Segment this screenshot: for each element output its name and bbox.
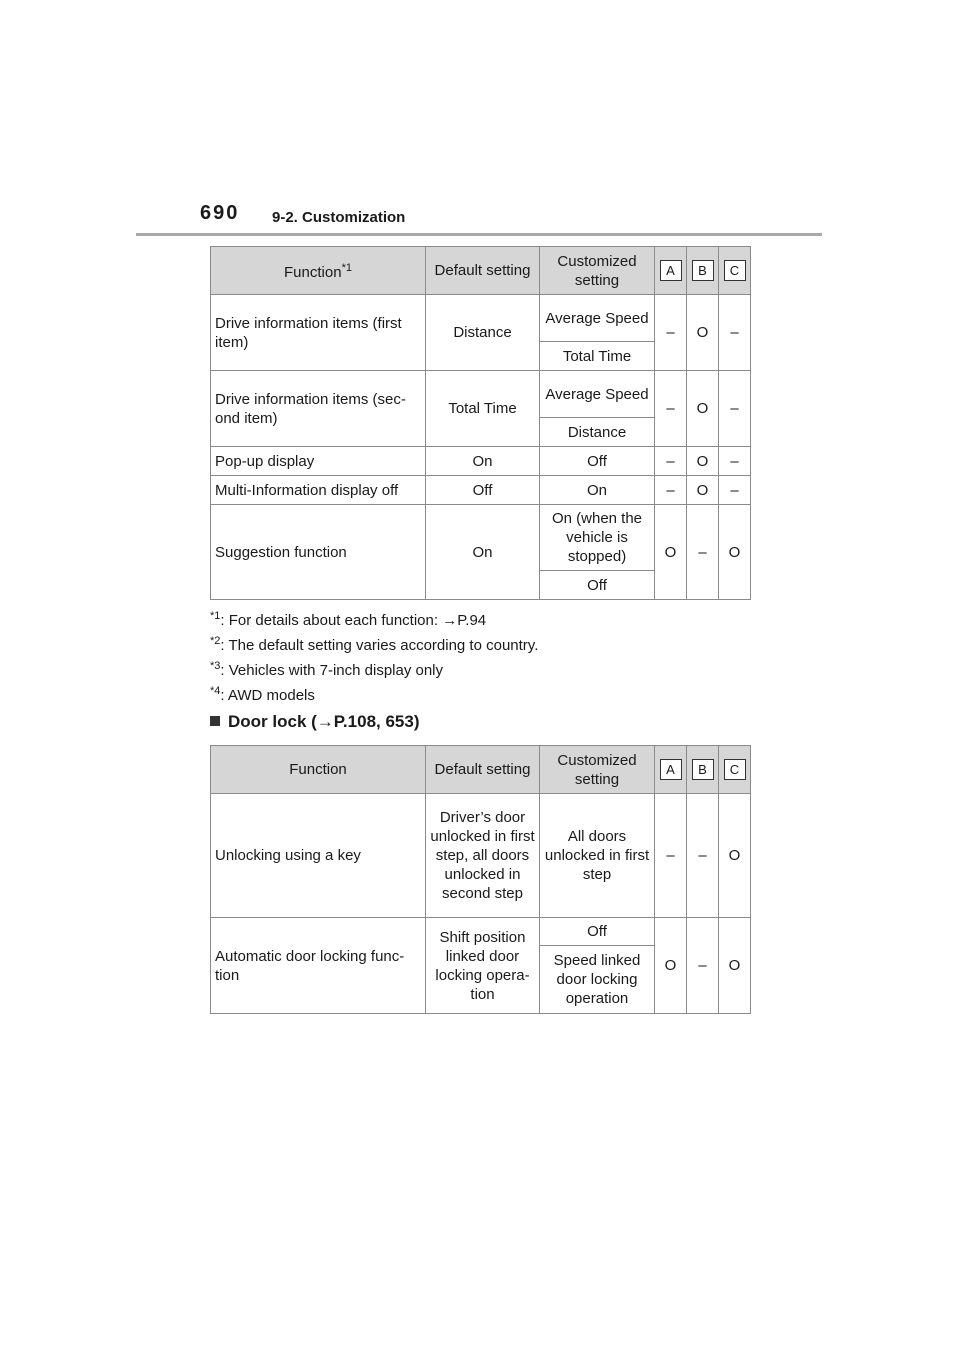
default-cell: Distance <box>426 295 540 371</box>
col-c-cell: O <box>719 918 751 1014</box>
footnotes <box>210 608 538 708</box>
col-b-cell: O <box>687 447 719 476</box>
footnote: $^{*2}$: The default setting varies according to country. <box>210 635 539 654</box>
customization-table <box>210 246 751 600</box>
col-a-cell: O <box>655 918 687 1014</box>
function-cell: Pop-up display <box>211 447 426 476</box>
function-cell: Unlocking using a key <box>211 794 426 918</box>
table-row <box>211 295 751 342</box>
function-cell: Multi-Information display off <box>211 476 426 505</box>
col-b-cell: O <box>687 371 719 447</box>
col-c-cell: – <box>719 447 751 476</box>
customized-cell: Average Speed <box>540 371 655 418</box>
customized-cell: Off <box>540 571 655 600</box>
col-c-cell: – <box>719 371 751 447</box>
function-cell: Suggestion function <box>211 505 426 600</box>
square-bullet-icon <box>210 716 220 726</box>
default-cell: Driver’s door unlocked in first step, all doors unlocked in second step <box>426 794 540 918</box>
footnote: $^{*4}$: AWD models <box>210 685 315 704</box>
customized-cell: Average Speed <box>540 295 655 342</box>
header-col-a: A <box>655 746 687 794</box>
footnote: $^{*3}$: Vehicles with 7-inch display only <box>210 660 444 679</box>
col-a-cell: – <box>655 476 687 505</box>
col-c-cell: O <box>719 794 751 918</box>
col-a-cell: O <box>655 505 687 600</box>
col-a-cell: – <box>655 447 687 476</box>
col-c-cell: – <box>719 295 751 371</box>
col-a-cell: – <box>655 794 687 918</box>
col-b-cell: – <box>687 794 719 918</box>
table-row <box>211 476 751 505</box>
default-cell: Off <box>426 476 540 505</box>
header-function: Function$^{*1}$ <box>211 247 426 295</box>
table-row <box>211 918 751 946</box>
header-col-a: A <box>655 247 687 295</box>
col-a-cell: – <box>655 295 687 371</box>
table-row <box>211 505 751 571</box>
function-cell: Drive information items (first item) <box>211 295 426 371</box>
header-col-c: C <box>719 247 751 295</box>
door-lock-heading: Door lock (→P.108, 653) <box>210 712 420 732</box>
customized-cell: All doors unlocked in first step <box>540 794 655 918</box>
header-default: Default setting <box>426 247 540 295</box>
function-cell: Drive information items (sec-ond item) <box>211 371 426 447</box>
col-c-cell: – <box>719 476 751 505</box>
col-c-cell: O <box>719 505 751 600</box>
customized-cell: Speed linked door locking operation <box>540 946 655 1014</box>
function-cell: Automatic door locking func-tion <box>211 918 426 1014</box>
customized-cell: Off <box>540 447 655 476</box>
section-title: 9-2. Customization <box>272 209 406 226</box>
col-b-cell: – <box>687 918 719 1014</box>
header-function: Function <box>211 746 426 794</box>
col-b-cell: O <box>687 476 719 505</box>
customized-cell: Distance <box>540 418 655 447</box>
page-number: 690 <box>200 202 240 224</box>
footnote-marker: *1 <box>341 262 352 274</box>
table-row <box>211 794 751 918</box>
customized-cell: On (when the vehicle is stopped) <box>540 505 655 571</box>
col-b-cell: O <box>687 295 719 371</box>
header-customized: Customized setting <box>540 247 655 295</box>
default-cell: On <box>426 447 540 476</box>
customized-cell: Off <box>540 918 655 946</box>
header-default: Default setting <box>426 746 540 794</box>
header-divider <box>136 233 822 236</box>
col-b-cell: – <box>687 505 719 600</box>
default-cell: Total Time <box>426 371 540 447</box>
default-cell: Shift position linked door locking opera-tion <box>426 918 540 1014</box>
header-col-c: C <box>719 746 751 794</box>
header-col-b: B <box>687 746 719 794</box>
default-cell: On <box>426 505 540 600</box>
page-header <box>0 0 960 240</box>
customized-cell: Total Time <box>540 342 655 371</box>
footnote: $^{*1}$: For details about each function: →P.94 <box>210 610 487 629</box>
door-lock-table <box>210 745 751 1014</box>
header-col-b: B <box>687 247 719 295</box>
col-a-cell: – <box>655 371 687 447</box>
header-customized: Customized setting <box>540 746 655 794</box>
table-row <box>211 447 751 476</box>
table-row <box>211 371 751 418</box>
customized-cell: On <box>540 476 655 505</box>
